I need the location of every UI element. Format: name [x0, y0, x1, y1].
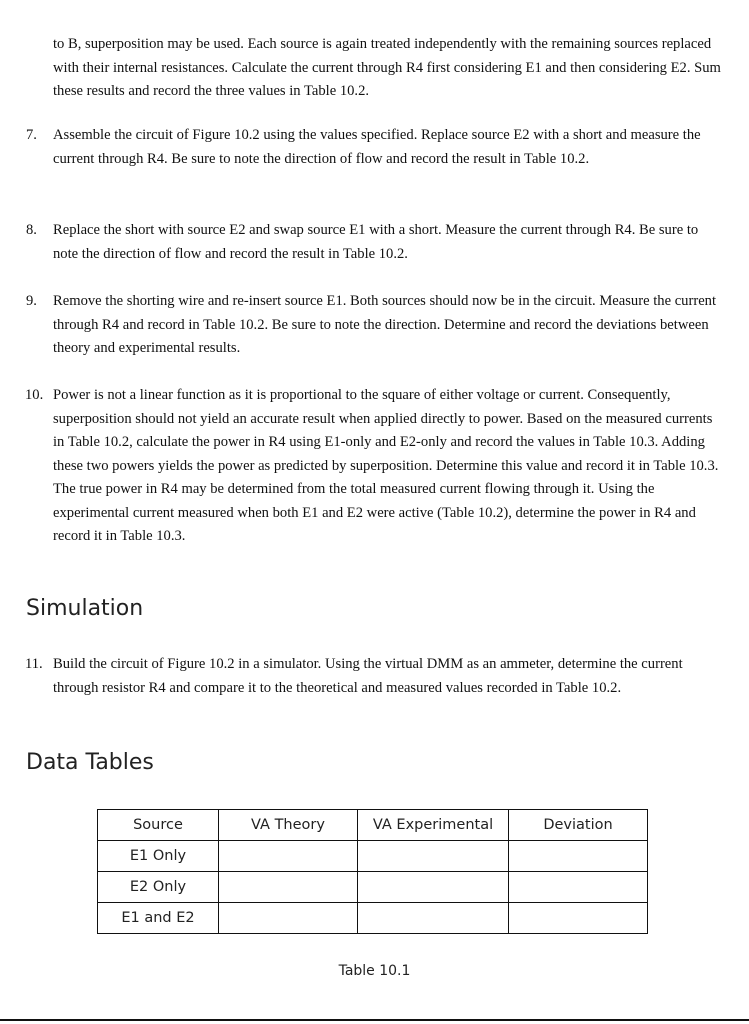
table-row	[98, 872, 648, 903]
va-experimental-cell	[358, 872, 509, 903]
step-8	[26, 219, 726, 266]
va-experimental-cell	[358, 903, 509, 934]
step-10	[26, 384, 726, 549]
row-source-label: E2 Only	[98, 872, 219, 903]
va-experimental-cell	[358, 841, 509, 872]
deviation-cell	[509, 841, 648, 872]
page-bottom-rule	[0, 1019, 749, 1021]
header-va-theory: VA Theory	[219, 810, 358, 841]
table-row	[98, 841, 648, 872]
step-number: 7.	[26, 127, 37, 143]
deviation-cell	[509, 872, 648, 903]
simulation-heading: Simulation	[26, 596, 144, 621]
step-11	[26, 653, 726, 700]
step-number: 11.	[25, 656, 43, 672]
step-number: 8.	[26, 222, 37, 238]
row-source-label: E1 and E2	[98, 903, 219, 934]
data-table-10-1	[97, 809, 648, 934]
table-header-row	[98, 810, 648, 841]
header-va-experimental: VA Experimental	[358, 810, 509, 841]
step-number: 9.	[26, 293, 37, 309]
va-theory-cell	[219, 903, 358, 934]
step-7	[26, 124, 726, 171]
row-source-label: E1 Only	[98, 841, 219, 872]
step-9	[26, 290, 726, 361]
deviation-cell	[509, 903, 648, 934]
step-number: 10.	[25, 387, 44, 403]
intro-paragraph: to B, superposition may be used. Each source is again treated independently with the remaining sources replaced with their internal resistances. Calculate the current through R4 first considering E1 and then considering E2. Sum these results and record the three values in Table 10.2.	[53, 36, 721, 99]
step-text: Power is not a linear function as it is proportional to the square of either voltage or current. Consequently, superposition should not yield an accurate result when applied directly to power. Based on the measured currents in Table 10.2, calculate the power in R4 using E1-only and E2-only and record the values in Table 10.3. Adding these two powers yields the power as predicted by superposition. Determine this value and record it in Table 10.3. The true power in R4 may be determined from the total measured current flowing through it. Using the experimental current measured when both E1 and E2 were active (Table 10.2), determine the power in R4 and record it in Table 10.3.	[53, 387, 719, 544]
step-text: Remove the shorting wire and re-insert source E1. Both sources should now be in the circuit. Measure the current through R4 and record in Table 10.2. Be sure to note the direction. Determine and record the deviations between theory and experimental results.	[53, 293, 717, 356]
header-source: Source	[98, 810, 219, 841]
step-text: Assemble the circuit of Figure 10.2 using the values specified. Replace source E2 with a short and measure the current through R4. Be sure to note the direction of flow and record the result in Table 10.2.	[53, 127, 701, 167]
data-tables-heading: Data Tables	[26, 750, 154, 775]
header-deviation: Deviation	[509, 810, 648, 841]
table-caption: Table 10.1	[338, 963, 411, 979]
va-theory-cell	[219, 841, 358, 872]
table-row	[98, 903, 648, 934]
step-text: Build the circuit of Figure 10.2 in a simulator. Using the virtual DMM as an ammeter, determine the current through resistor R4 and compare it to the theoretical and measured values recorded in Table 10.2.	[53, 656, 683, 696]
va-theory-cell	[219, 872, 358, 903]
step-text: Replace the short with source E2 and swap source E1 with a short. Measure the current through R4. Be sure to note the direction of flow and record the result in Table 10.2.	[53, 222, 699, 262]
